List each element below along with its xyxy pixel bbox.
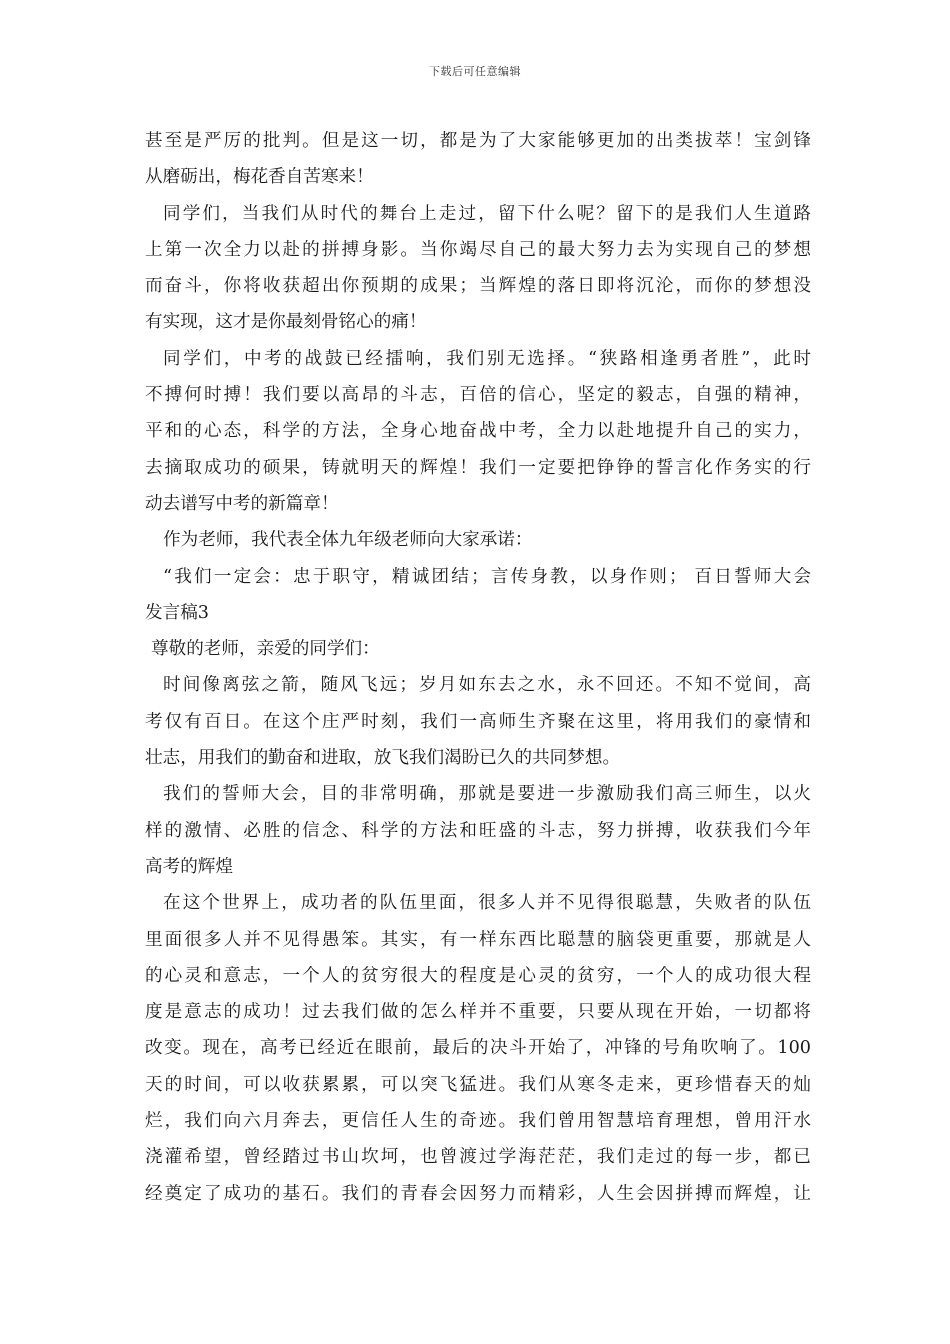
text-line: 样的激情、必胜的信念、科学的方法和旺盛的斗志，努力拼搏，收获我们今年 bbox=[145, 820, 811, 841]
text-line: 壮志，用我们的勤奋和进取，放飞我们渴盼已久的共同梦想。 bbox=[145, 748, 621, 769]
text-line: 改变。现在，高考已经近在眼前，最后的决斗开始了，冲锋的号角吹响了。100 bbox=[145, 1038, 811, 1059]
text-line: 同学们，当我们从时代的舞台上走过，留下什么呢？留下的是我们人生道路 bbox=[163, 203, 811, 224]
text-line: 在这个世界上，成功者的队伍里面，很多人并不见得很聪慧，失败者的队伍 bbox=[163, 893, 811, 914]
text-line: 经奠定了成功的基石。我们的青春会因努力而精彩，人生会因拼搏而辉煌，让 bbox=[145, 1183, 811, 1204]
text-line: 浇灌希望，曾经踏过书山坎坷，也曾渡过学海茫茫，我们走过的每一步，都已 bbox=[145, 1147, 811, 1168]
paragraph bbox=[145, 522, 811, 558]
text-line: 去摘取成功的硕果，铸就明天的辉煌！我们一定要把铮铮的誓言化作务实的行 bbox=[145, 457, 811, 478]
text-line: 的心灵和意志，一个人的贫穷很大的程度是心灵的贫穷，一个人的成功很大程 bbox=[145, 965, 811, 986]
text-line: 高考的辉煌 bbox=[145, 856, 233, 877]
paragraph bbox=[145, 341, 811, 522]
text-line: 我们的誓师大会，目的非常明确，那就是要进一步激励我们高三师生，以火 bbox=[163, 784, 811, 805]
text-line: 度是意志的成功！过去我们做的怎么样并不重要，只要从现在开始，一切都将 bbox=[145, 1002, 811, 1023]
text-line: 时间像离弦之箭，随风飞远；岁月如东去之水，永不回还。不知不觉间，高 bbox=[163, 675, 811, 696]
paragraph bbox=[145, 196, 811, 341]
text-line: 动去谱写中考的新篇章！ bbox=[145, 493, 339, 514]
paragraph bbox=[145, 559, 811, 632]
text-line: 从磨砺出，梅花香自苦寒来！ bbox=[145, 167, 374, 188]
text-line: “我们一定会：忠于职守，精诚团结；言传身教，以身作则； 百日誓师大会 bbox=[163, 566, 811, 587]
text-line: 发言稿3 bbox=[145, 602, 209, 623]
text-line: 作为老师，我代表全体九年级老师向大家承诺： bbox=[163, 530, 533, 551]
text-line: 考仅有百日。在这个庄严时刻，我们一高师生齐聚在这里，将用我们的豪情和 bbox=[145, 711, 811, 732]
text-line: 甚至是严厉的批判。但是这一切，都是为了大家能够更加的出类拔萃！宝剑锋 bbox=[145, 131, 811, 151]
text-line: 尊敬的老师，亲爱的同学们： bbox=[151, 639, 380, 660]
page-header: 下载后可任意编辑 bbox=[429, 65, 521, 78]
text-line: 天的时间，可以收获累累，可以突飞猛进。我们从寒冬走来，更珍惜春天的灿 bbox=[145, 1074, 811, 1095]
text-line: 有实现，这才是你最刻骨铭心的痛！ bbox=[145, 312, 427, 333]
text-line: 上第一次全力以赴的拼搏身影。当你竭尽自己的最大努力去为实现自己的梦想 bbox=[145, 239, 811, 260]
text-line: 烂，我们向六月奔去，更信任人生的奇迹。我们曾用智慧培育理想，曾用汗水 bbox=[145, 1111, 811, 1132]
paragraph bbox=[145, 776, 811, 885]
document-body bbox=[145, 123, 811, 1212]
paragraph bbox=[145, 123, 811, 196]
salutation bbox=[145, 631, 811, 667]
text-line: 同学们，中考的战鼓已经擂响，我们别无选择。“狭路相逢勇者胜”，此时 bbox=[163, 348, 811, 369]
text-line: 而奋斗，你将收获超出你预期的成果；当辉煌的落日即将沉沦，而你的梦想没 bbox=[145, 276, 811, 297]
paragraph bbox=[145, 667, 811, 776]
paragraph bbox=[145, 885, 811, 1212]
text-line: 里面很多人并不见得愚笨。其实，有一样东西比聪慧的脑袋更重要，那就是人 bbox=[145, 929, 811, 950]
text-line: 不搏何时搏！我们要以高昂的斗志，百倍的信心，坚定的毅志，自强的精神， bbox=[145, 385, 811, 406]
text-line: 平和的心态，科学的方法，全身心地奋战中考，全力以赴地提升自己的实力， bbox=[145, 421, 811, 442]
